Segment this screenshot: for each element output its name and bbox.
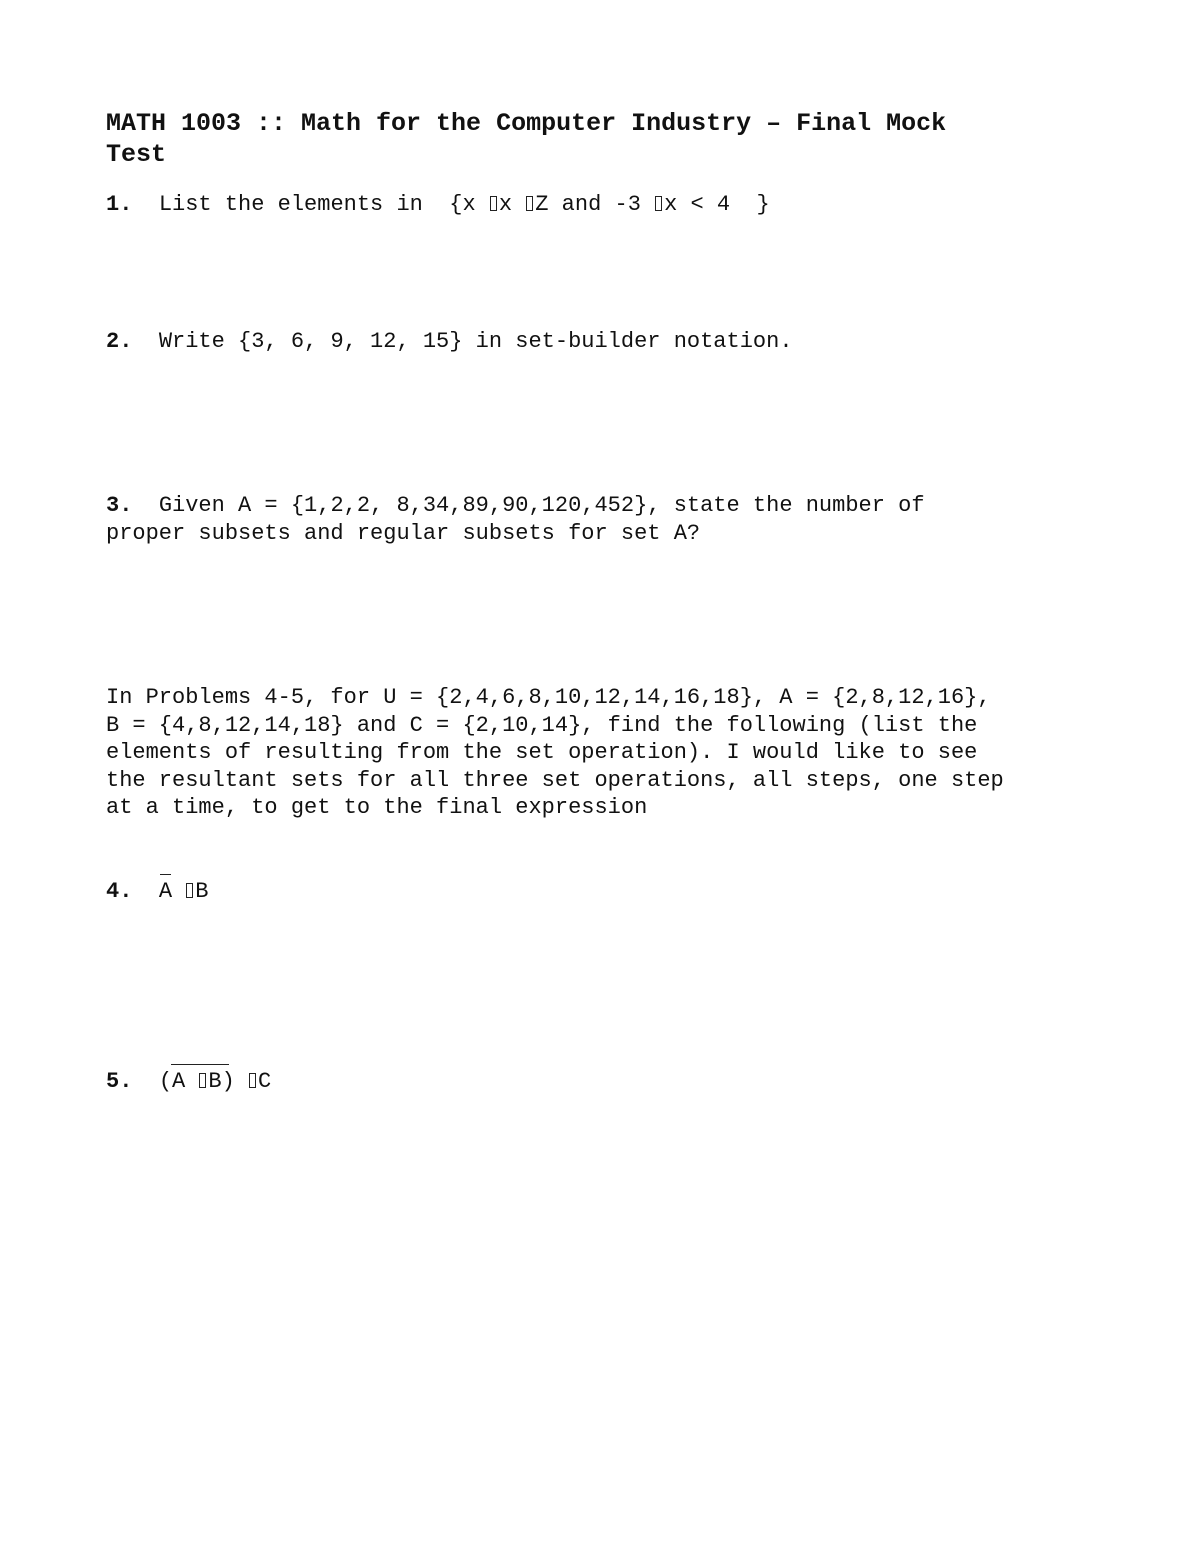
question-text: Given A = {1,2,2, 8,34,89,90,120,452}, state the number of [158,493,925,518]
question-text: Z and -3 [535,192,655,217]
complement-group [159,1068,235,1095]
group-start: (A [158,1069,199,1094]
instructions-line-4: the resultant sets for all three set operations, all steps, one step [106,768,1004,793]
missing-glyph-box-icon [655,196,662,211]
group-end: B) [208,1069,235,1094]
instructions-line-2: B = {4,8,12,14,18} and C = {2,10,14}, find the following (list the [106,713,978,738]
question-number: 5. [106,1069,133,1094]
question-2 [106,328,793,355]
question-number: 1. [106,192,133,217]
question-text: Write {3, 6, 9, 12, 15} in set-builder notation. [158,329,793,354]
complement-a: A [158,879,173,904]
question-number: 3. [106,493,133,518]
question-number: 4. [106,879,133,904]
question-text: List the elements in {x [158,192,489,217]
set-b: B [195,879,209,904]
instructions-line-1: In Problems 4-5, for U = {2,4,6,8,10,12,14,16,18}, A = {2,8,12,16}, [106,685,991,710]
missing-glyph-box-icon [186,883,193,898]
set-c: C [258,1069,272,1094]
question-text: x < 4 } [664,192,770,217]
missing-glyph-box-icon [490,196,497,211]
question-4 [106,878,208,905]
question-1 [106,191,770,218]
missing-glyph-box-icon [249,1073,256,1088]
question-number: 2. [106,329,133,354]
question-5 [106,1068,271,1095]
question-3-line-2: proper subsets and regular subsets for set A? [106,521,701,546]
document-title-line-1: MATH 1003 :: Math for the Computer Industry – Final Mock [106,109,947,138]
question-text: x [498,192,526,217]
missing-glyph-box-icon [199,1073,206,1088]
question-3-line-1 [106,492,925,519]
instructions-line-5: at a time, to get to the final expression [106,795,648,820]
instructions-line-3: elements of resulting from the set operation). I would like to see [106,740,978,765]
missing-glyph-box-icon [526,196,533,211]
document-title-line-2: Test [106,140,167,169]
